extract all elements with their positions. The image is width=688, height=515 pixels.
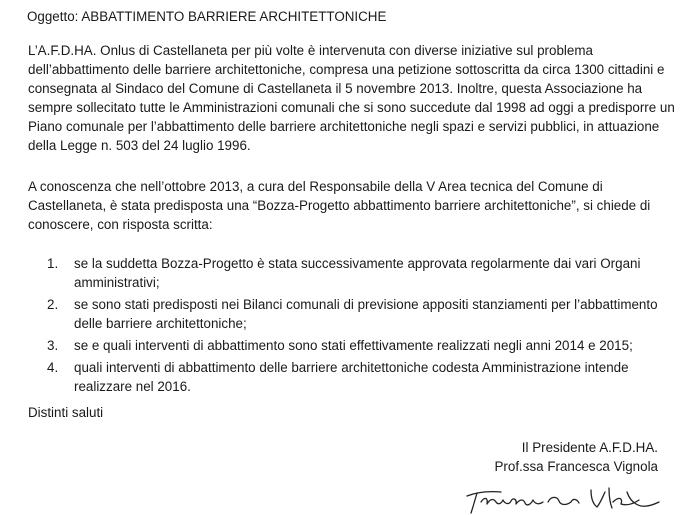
signature-block [495,438,659,476]
questions-list [28,254,676,399]
list-item-number: 2. [47,297,59,312]
list-item [28,295,676,333]
list-item-number: 4. [47,360,59,375]
list-item [28,358,676,396]
list-item-text: quali interventi di abbattimento delle barriere architettoniche codesta Amministrazione intende realizzare nel 2016. [74,360,629,394]
list-item-text: se sono stati predisposti nei Bilanci comunali di previsione appositi stanziamenti per l’abbattimento delle barriere architettoniche; [74,297,658,331]
paragraph-request: A conoscenza che nell’ottobre 2013, a cura del Responsabile della V Area tecnica del Comune di Castellaneta, è stata predisposta una “Bozza-Progetto abbattimento barriere architettoniche”, si chiede di conoscere, con risposta scritta: [28,179,651,232]
list-item [28,254,676,292]
handwritten-signature [463,480,663,515]
closing-salutation: Distinti saluti [28,405,104,420]
letter-subject: Oggetto: ABBATTIMENTO BARRIERE ARCHITETTONICHE [27,9,387,24]
list-item-text: se la suddetta Bozza-Progetto è stata successivamente approvata regolarmente dai vari Organi amministrativi; [74,256,641,290]
list-item-number: 3. [47,338,59,353]
list-item-text: se e quali interventi di abbattimento sono stati effettivamente realizzati negli anni 2014 e 2015; [74,338,633,353]
signer-name: Prof.ssa Francesca Vignola [494,459,658,474]
list-item-number: 1. [47,256,59,271]
signer-role: Il Presidente A.F.D.HA. [521,440,658,455]
list-item [28,336,676,355]
paragraph-intro: L’A.F.D.HA. Onlus di Castellaneta per più volte è intervenuta con diverse iniziative sul problema dell’abbattimento delle barriere architettoniche, compresa una petizione sottoscritta da circa 1300 cittadini e consegnata al Sindaco del Comune di Castellaneta il 5 novembre 2013. Inoltre, questa Associazione ha sempre sollecitato tutte le Amministrazioni comunali che si sono succedute dal 1998 ad oggi a predisporre un Piano comunale per l’abbattimento delle barriere architettoniche negli spazi e servizi pubblici, in attuazione della Legge n. 503 del 24 luglio 1996. [28,43,675,153]
